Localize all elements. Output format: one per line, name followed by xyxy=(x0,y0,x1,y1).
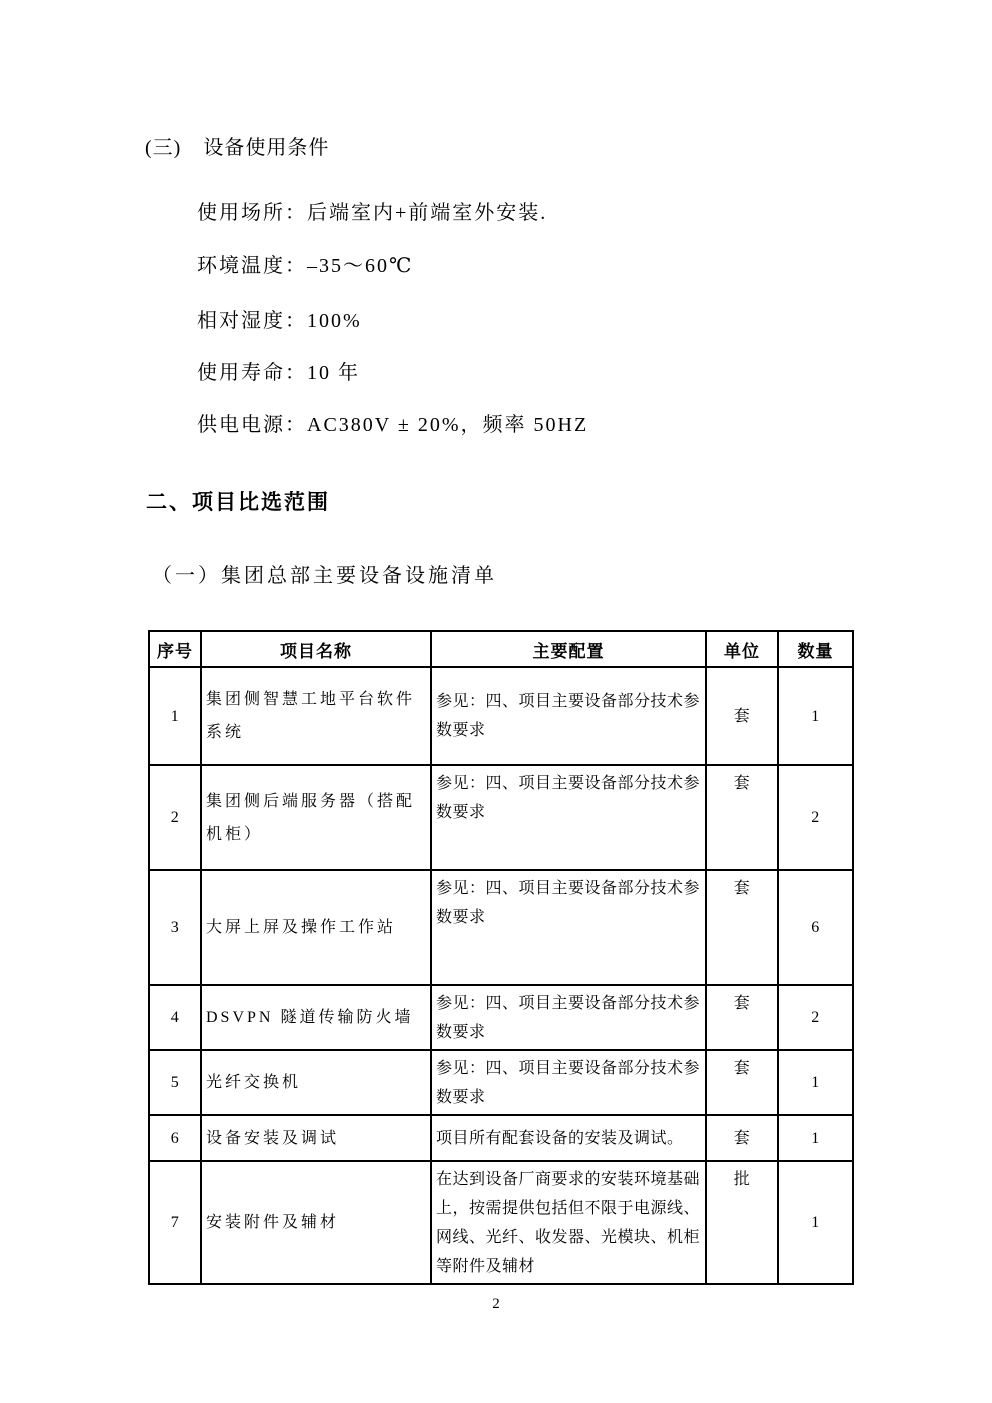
cell-no: 3 xyxy=(149,870,201,985)
cell-config: 在达到设备厂商要求的安装环境基础上，按需提供包括但不限于电源线、网线、光纤、收发器、光模块、机柜等附件及辅材 xyxy=(431,1161,706,1284)
cell-qty: 1 xyxy=(778,1161,853,1284)
cell-qty: 2 xyxy=(778,765,853,870)
cell-unit: 套 xyxy=(706,870,778,985)
cell-unit: 批 xyxy=(706,1161,778,1284)
section-heading-equipment-conditions xyxy=(145,131,329,160)
cell-no: 5 xyxy=(149,1050,201,1115)
cell-config: 参见：四、项目主要设备部分技术参数要求 xyxy=(431,667,706,765)
cell-name: 大屏上屏及操作工作站 xyxy=(201,870,431,985)
cell-qty: 1 xyxy=(778,667,853,765)
cell-name: 集团侧后端服务器（搭配机柜） xyxy=(201,765,431,870)
cell-name: 安装附件及辅材 xyxy=(201,1161,431,1284)
cell-qty: 1 xyxy=(778,1115,853,1161)
table-row xyxy=(149,1115,853,1161)
section-number-prefix: (三) xyxy=(145,137,182,159)
spec-line-ambient-temperature: 环境温度：–35～60℃ xyxy=(197,255,414,277)
cell-no: 7 xyxy=(149,1161,201,1284)
cell-name: 设备安装及调试 xyxy=(201,1115,431,1161)
column-header-name: 项目名称 xyxy=(201,631,431,667)
equipment-table-container xyxy=(148,630,852,1285)
cell-qty: 1 xyxy=(778,1050,853,1115)
column-header-config: 主要配置 xyxy=(431,631,706,667)
cell-name: 光纤交换机 xyxy=(201,1050,431,1115)
table-row xyxy=(149,985,853,1050)
table-row xyxy=(149,1050,853,1115)
spec-line-relative-humidity: 相对湿度：100% xyxy=(197,310,362,332)
cell-no: 1 xyxy=(149,667,201,765)
cell-unit: 套 xyxy=(706,667,778,765)
cell-qty: 2 xyxy=(778,985,853,1050)
cell-config: 参见：四、项目主要设备部分技术参数要求 xyxy=(431,985,706,1050)
table-row xyxy=(149,667,853,765)
cell-name: DSVPN 隧道传输防火墙 xyxy=(201,985,431,1050)
spec-line-power-supply: 供电电源：AC380V ± 20%，频率 50HZ xyxy=(197,414,589,436)
equipment-table xyxy=(148,630,854,1285)
spec-line-usage-location: 使用场所：后端室内+前端室外安装. xyxy=(197,202,548,224)
cell-config: 参见：四、项目主要设备部分技术参数要求 xyxy=(431,1050,706,1115)
cell-unit: 套 xyxy=(706,985,778,1050)
table-row xyxy=(149,870,853,985)
cell-config: 项目所有配套设备的安装及调试。 xyxy=(431,1115,706,1161)
cell-no: 2 xyxy=(149,765,201,870)
cell-no: 4 xyxy=(149,985,201,1050)
column-header-no: 序号 xyxy=(149,631,201,667)
page-number: 2 xyxy=(492,1296,500,1312)
chapter-heading-project-scope: 二、项目比选范围 xyxy=(146,491,330,514)
column-header-qty: 数量 xyxy=(778,631,853,667)
cell-config: 参见：四、项目主要设备部分技术参数要求 xyxy=(431,765,706,870)
cell-unit: 套 xyxy=(706,1050,778,1115)
spec-line-service-life: 使用寿命：10 年 xyxy=(197,362,360,384)
subsection-heading-equipment-list: （一）集团总部主要设备设施清单 xyxy=(152,565,497,587)
cell-qty: 6 xyxy=(778,870,853,985)
cell-unit: 套 xyxy=(706,765,778,870)
cell-config: 参见：四、项目主要设备部分技术参数要求 xyxy=(431,870,706,985)
table-header-row xyxy=(149,631,853,667)
column-header-unit: 单位 xyxy=(706,631,778,667)
cell-unit: 套 xyxy=(706,1115,778,1161)
table-row xyxy=(149,1161,853,1284)
table-row xyxy=(149,765,853,870)
section-title: 设备使用条件 xyxy=(203,137,330,159)
cell-name: 集团侧智慧工地平台软件系统 xyxy=(201,667,431,765)
cell-no: 6 xyxy=(149,1115,201,1161)
